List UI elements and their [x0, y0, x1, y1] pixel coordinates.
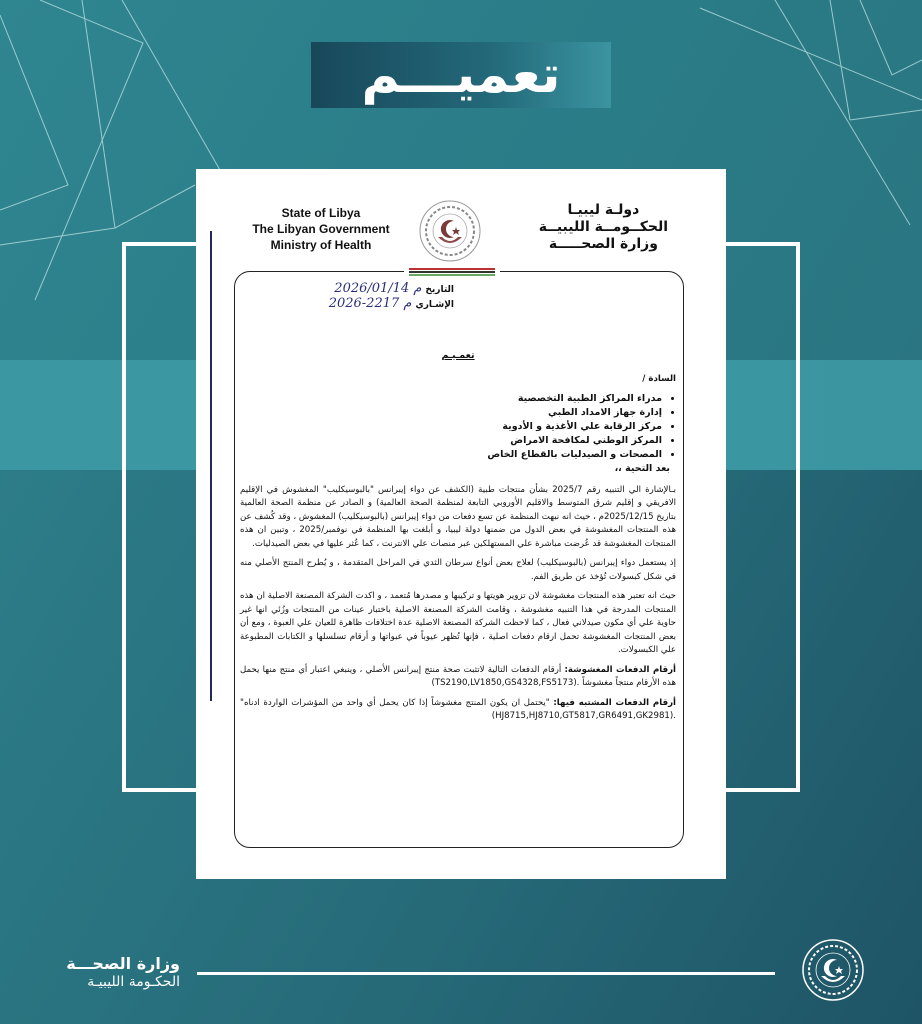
recipients-list [240, 392, 676, 462]
footer-line-2: الحكـومة الليبيـة [87, 974, 180, 990]
footer-line-1: وزارة الصحـــة [66, 954, 180, 973]
letterhead-ar-line-1: دولـة ليبيـا [567, 202, 640, 218]
date-value: 2026/01/14 م [334, 281, 422, 296]
addressee-label: السادة / [642, 373, 676, 384]
letterhead-english [246, 205, 396, 253]
circular-title: تعمـيـم [441, 350, 475, 361]
circular-document [196, 169, 726, 879]
recipient-item: • المصحات و الصيدليات بالقطاع الخاص [240, 448, 662, 462]
letterhead-ar-line-3: وزارة الصحـــــة [548, 236, 658, 252]
letterhead-arabic [539, 202, 668, 253]
recipient-item: • المركز الوطني لمكافحة الامراض [240, 434, 662, 448]
suspected-label: أرقام الدفعات المشتبه فيها: [553, 697, 676, 708]
letterhead-en-line-1: State of Libya [281, 206, 361, 220]
greeting: بعد التحية ،، [614, 463, 670, 474]
title-banner [311, 42, 611, 108]
suspected-text: "يحتمل ان يكون المنتج مغشوشاً إذا كان يحمل أي واحد من المؤشرات الواردة ادناه" [240, 697, 550, 708]
letterhead-en-line-3: Ministry of Health [270, 238, 372, 252]
paragraph-reference: بـالإشارة الي التنبيه رقم 2025/7 بشأن منتجات طبية (الكشف عن دواء إيبرانس "بالبوسيكليب" المغشوش في الإقليم الافريقي و إقليم شرق المتوسط والاقليم الأوروبي التابعة لمنظمة الصحة العالمية) و الصادر عن منظمة الصحة العالمية بتاريخ 2025/12/15م ، حيث انه نبهت المنظمة عن تسع دفعات من دواء إيبرانس (بالبوسيكليب) المغشوش ، وقد كُشف عن هذه المنتجات المغشوشة في بعض الدول من ضمنها دولة ليبيا، و أبلغت بها المنظمة في نوفمبر/2025 ، وتبين ان هذه المنتجات المغشوشة قد عُرضت مباشرة علي المستهلكين عبر منصات علي الانترنت ، كما عُثر عليها في بعض الصيدليات. [240, 484, 676, 549]
ministry-emblem-icon [418, 199, 482, 263]
date-reference-block [254, 281, 454, 311]
date-label: التاريخ [425, 285, 454, 295]
reference-label: الإشـاري [415, 300, 454, 310]
document-margin-rule [210, 231, 212, 701]
footer-ministry-name [60, 955, 180, 991]
letterhead-en-line-2: The Libyan Government [252, 222, 390, 236]
suspected-batches [240, 697, 676, 724]
flag-stripes [409, 268, 495, 277]
counterfeit-batches [240, 664, 676, 691]
recipient-item: • مدراء المراكز الطبية التخصصية [240, 392, 662, 406]
suspected-codes: (HJ8715,HJ8710,GT5817,GR6491,GK2981). [491, 711, 676, 721]
paragraph-usage: إذ يستعمل دواء إيبرانس (بالبوسيكليب) لعلاج بعض أنواع سرطان الثدي في المراحل المتقدمة ، و يُطرح المنتج الأصلي منه في شكل كبسولات تُؤخذ عن طريق الفم. [240, 558, 676, 582]
counterfeit-codes: (TS2190,LV1850,GS4328,FS5173). [431, 678, 580, 688]
footer-divider [197, 972, 775, 975]
page-title: تعميـــم [361, 45, 561, 105]
counterfeit-text: أرقام الدفعات التالية لاتثبت صحة منتج إيبرانس الأصلي ، وينبغي اعتبار أي منتج منها يحمل هذه الأرقام منتجاً مغشوشاً [240, 664, 676, 688]
recipient-item: • إدارة جهاز الامداد الطبي [240, 406, 662, 420]
ministry-emblem-icon [801, 938, 865, 1002]
recipient-item: • مركز الرقابة علي الأغذية و الأدوية [240, 420, 662, 434]
letterhead-ar-line-2: الحكــومــة الليبيــة [538, 219, 668, 235]
document-body [240, 349, 676, 730]
paragraph-falsification: حيث انه تعتبر هذه المنتجات مغشوشة لان تزوير هويتها و تركيبها و مصدرها مُتعمد ، و اكدت الشركة المصنعة الاصلية ان هذه المنتجات المدرجة في هذا التنبيه مغشوشة ، وقامت الشركة المصنعة الاصلية باختبار عينات من المنتجات وزُئي انها غير حاوية علي أي مكون صيدلاني فعال ، كما لاحظت الشركة المصنعة الاصلية عدة اختلافات ظاهرة للعيان علي العبوة ، ومع أن بعض المنتجات المغشوشة تحمل ارقام دفعات اصلية ، فإنها تُظهر عيوباً في عبواتها و أرقام تسلسلها و الكتابات المطبوعة علي الكبسولات. [240, 591, 676, 655]
counterfeit-label: أرقام الدفعات المغشوشة: [564, 664, 677, 675]
reference-value: 2026-2217 م [328, 296, 412, 311]
